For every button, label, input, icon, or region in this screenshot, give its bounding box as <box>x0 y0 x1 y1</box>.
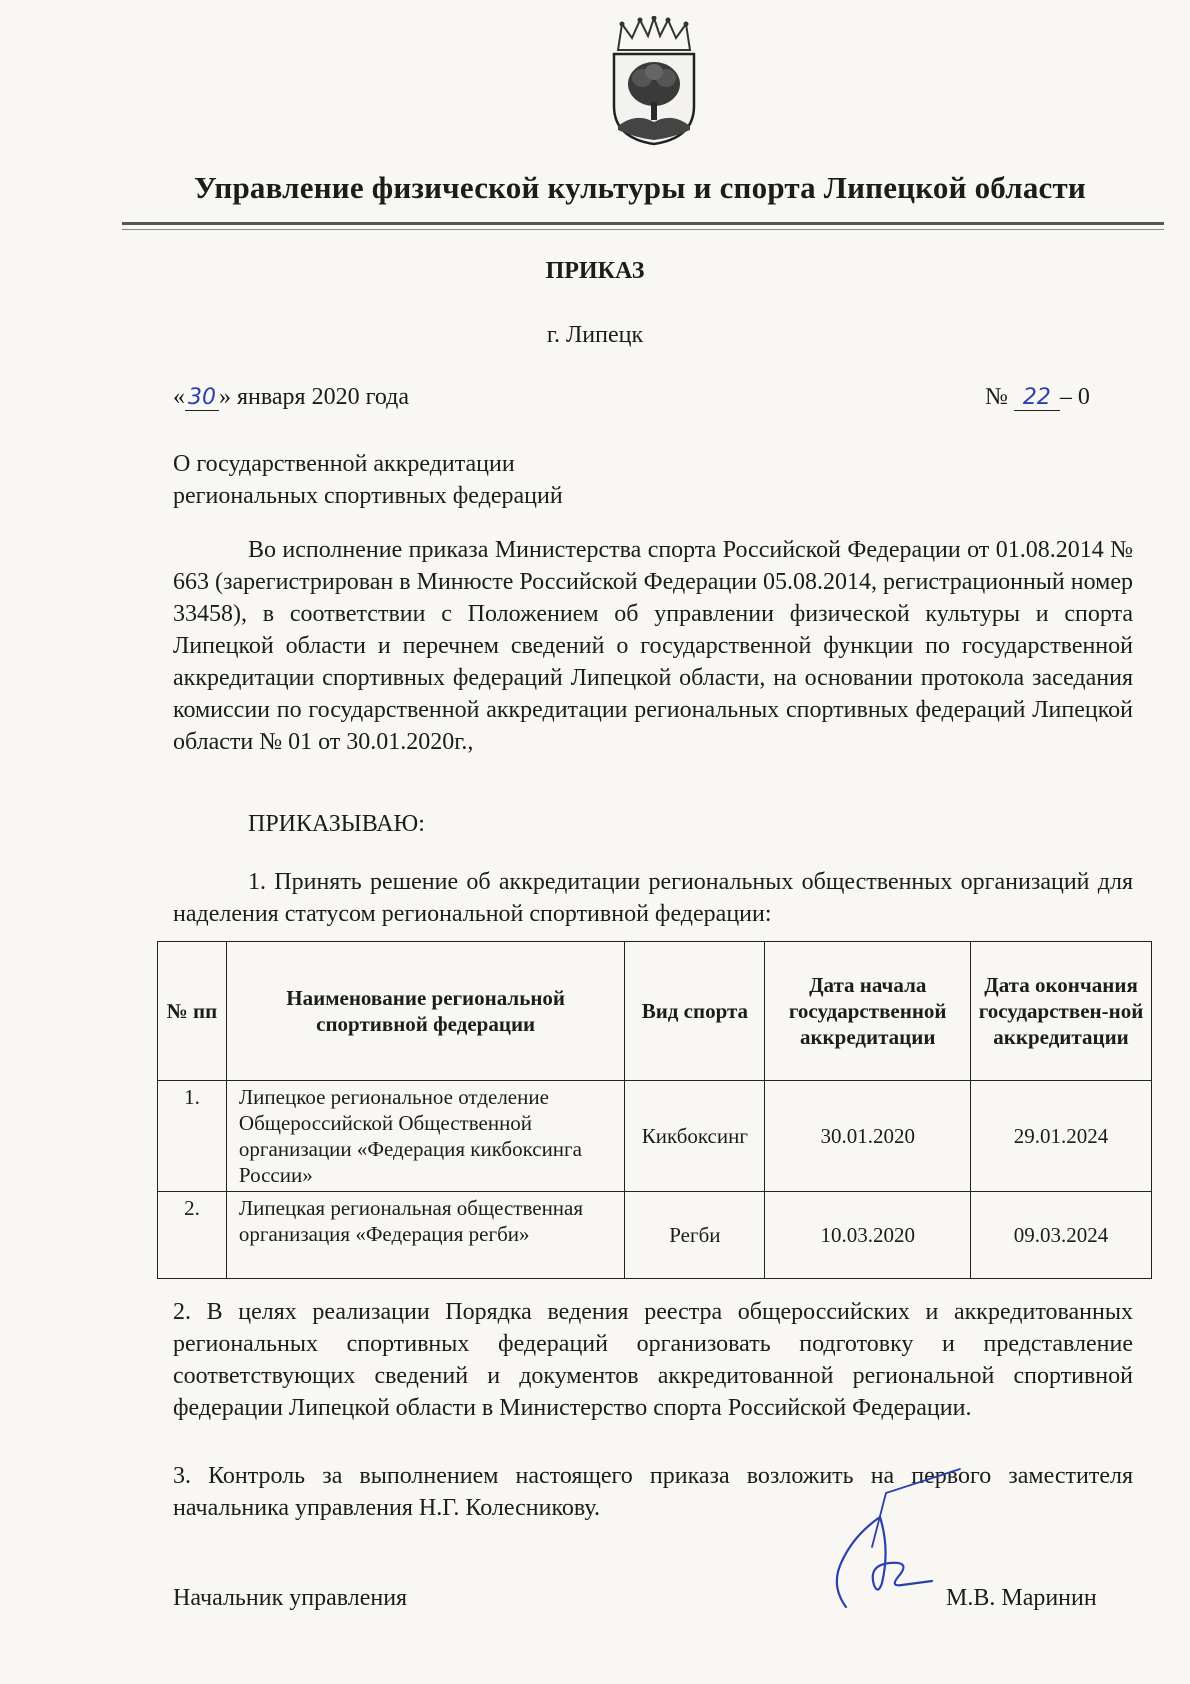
organization-title: Управление физической культуры и спорта Липецкой области <box>194 170 1086 205</box>
coat-of-arms-emblem <box>608 16 700 146</box>
signatory-position: Начальник управления <box>173 1585 408 1611</box>
cell-start-date: 10.03.2020 <box>765 1192 971 1279</box>
order-date <box>173 384 409 411</box>
number-suffix: – 0 <box>1059 384 1090 410</box>
date-day-handwritten: 30 <box>185 385 219 411</box>
header-divider-thin <box>122 229 1164 230</box>
date-month-year: января 2020 года <box>237 384 410 410</box>
item-2-paragraph: 2. В целях реализации Порядка ведения реестра общероссийских и аккредитованных региональных спортивных федераций организовать подготовку и представление соответствующих сведений и документов аккредитованной региональной спортивной федерации Липецкой области в Министерство спорта Российской Федерации. <box>173 1299 1133 1421</box>
item-3-paragraph: 3. Контроль за выполнением настоящего приказа возложить на первого заместителя начальника управления Н.Г. Колесникову. <box>173 1463 1133 1521</box>
header-divider-thick <box>122 222 1164 225</box>
federations-table <box>157 941 1152 1279</box>
preamble-paragraph: Во исполнение приказа Министерства спорта Российской Федерации от 01.08.2014 № 663 (зарегистрирован в Минюсте Российской Федерации 05.08.2014, регистрационный номер 33458), в соответствии с Положением об управлении физической культуры и спорта Липецкой области и перечнем сведений о государственной функции по государственной аккредитации спортивных федераций Липецкой области, на основании протокола заседания комиссии по государственной аккредитации региональных спортивных федераций Липецкой области № 01 от 30.01.2020г., <box>173 537 1133 755</box>
cell-num: 2. <box>158 1192 227 1279</box>
table-row <box>158 1081 1152 1192</box>
cell-federation-name: Липецкое региональное отделение Общероссийской Общественной организации «Федерация кикбоксинга России» <box>226 1081 624 1192</box>
cell-federation-name: Липецкая региональная общественная организация «Федерация регби» <box>226 1192 624 1279</box>
date-close-quote: » <box>219 384 231 410</box>
cell-num: 1. <box>158 1081 227 1192</box>
table-header-row <box>158 942 1152 1081</box>
header-start-date: Дата начала государственной аккредитации <box>765 942 971 1081</box>
header-end-date: Дата окончания государствен-ной аккредитации <box>971 942 1152 1081</box>
order-title: ПРИКАЗ <box>545 258 645 284</box>
subject-line-2: региональных спортивных федераций <box>173 483 563 509</box>
header-sport: Вид спорта <box>625 942 765 1081</box>
item-1-paragraph: 1. Принять решение об аккредитации региональных общественных организаций для наделения статусом региональной спортивной федерации: <box>173 869 1133 927</box>
header-name: Наименование региональной спортивной федерации <box>226 942 624 1081</box>
subject-line-1: О государственной аккредитации <box>173 451 515 477</box>
cell-sport: Кикбоксинг <box>625 1081 765 1192</box>
cell-start-date: 30.01.2020 <box>765 1081 971 1192</box>
header-num: № пп <box>158 942 227 1081</box>
cell-end-date: 09.03.2024 <box>971 1192 1152 1279</box>
cell-end-date: 29.01.2024 <box>971 1081 1152 1192</box>
city-line: г. Липецк <box>546 322 644 348</box>
signatory-name: М.В. Маринин <box>946 1585 1097 1611</box>
order-word: ПРИКАЗЫВАЮ: <box>248 811 425 837</box>
date-open-quote: « <box>173 384 185 410</box>
cell-sport: Регби <box>625 1192 765 1279</box>
number-handwritten: 22 <box>1014 385 1060 411</box>
order-number <box>985 384 1090 411</box>
number-sign: № <box>985 384 1008 410</box>
table-row <box>158 1192 1152 1279</box>
order-subject <box>173 448 563 512</box>
